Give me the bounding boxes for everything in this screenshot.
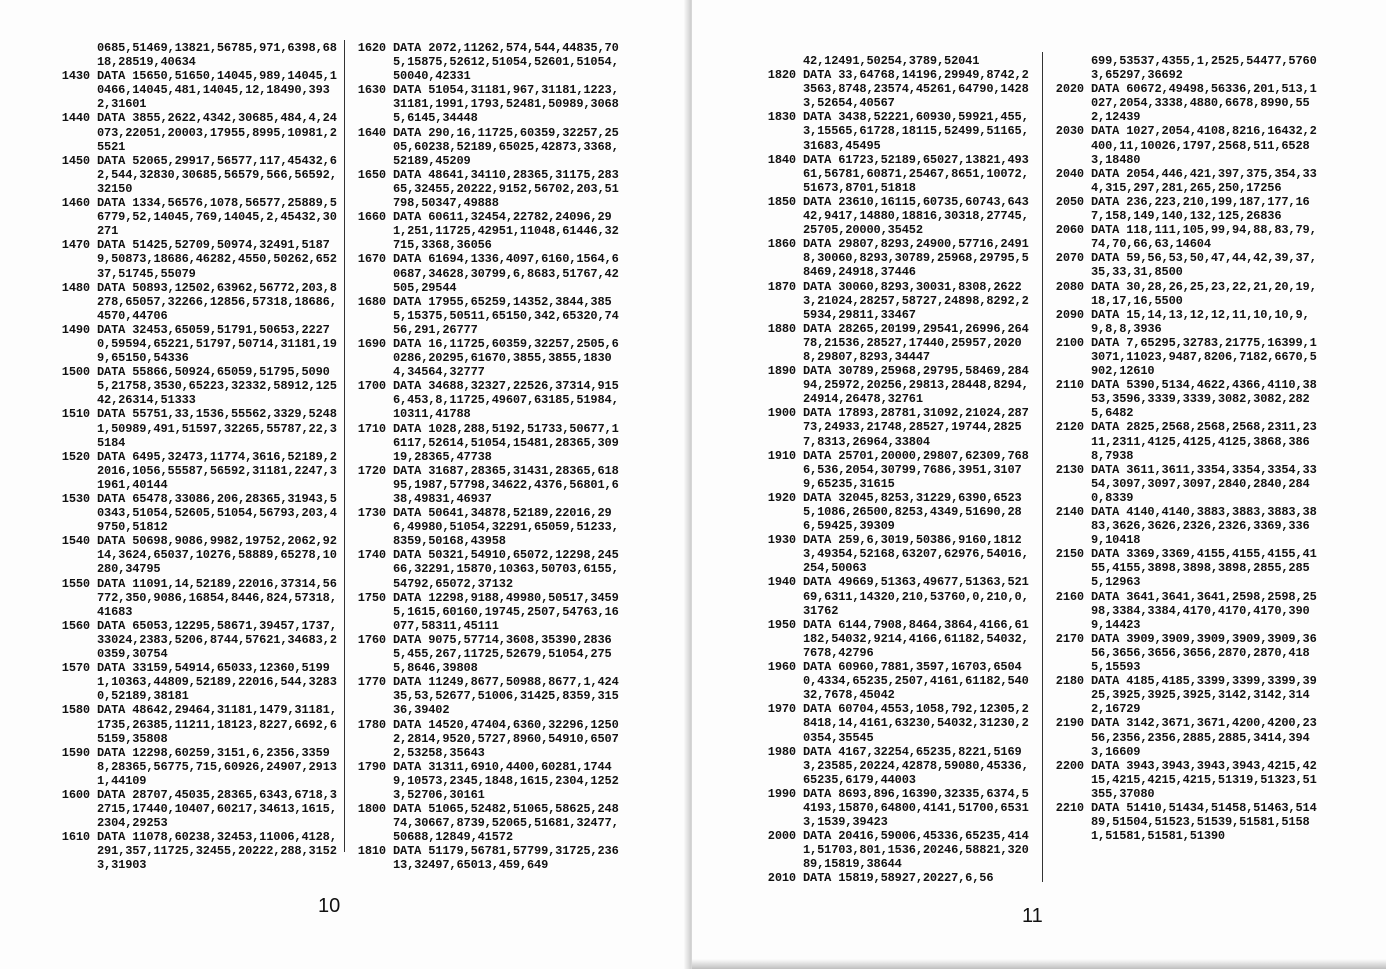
data-statement bbox=[48, 281, 338, 323]
data-values: DATA 25701,20000,29807,62309,7686,536,2054,30799,7686,3951,31079,65235,31615 bbox=[803, 448, 1029, 491]
data-values: DATA 2054,446,421,397,375,354,334,315,297,281,265,250,17256 bbox=[1091, 166, 1317, 195]
data-values: DATA 51179,56781,57799,31725,23613,32497,65013,459,649 bbox=[393, 844, 619, 873]
line-number: 1520 bbox=[61, 449, 90, 464]
data-values: DATA 51054,31181,967,31181,1223,31181,1991,1793,52481,50989,30685,6145,34448 bbox=[393, 83, 619, 126]
data-statement bbox=[754, 153, 1034, 195]
data-values: DATA 2072,11262,574,544,44835,705,15875,52612,51054,52601,51054,50040,42331 bbox=[393, 41, 619, 84]
data-values: DATA 49669,51363,49677,51363,52169,6311,14320,210,53760,0,210,0,31762 bbox=[803, 575, 1029, 618]
page-edge-shadow bbox=[692, 959, 1386, 969]
data-statement bbox=[1042, 547, 1322, 589]
line-number: 2120 bbox=[1055, 420, 1084, 435]
data-values: DATA 259,6,3019,50386,9160,18123,49354,52168,63207,62976,54016,254,50063 bbox=[803, 533, 1029, 576]
line-number: 1550 bbox=[61, 576, 90, 591]
data-statement bbox=[48, 534, 338, 576]
data-values: DATA 3438,52221,60930,59921,455,3,15565,61728,18115,52499,51165,31683,45495 bbox=[803, 110, 1029, 153]
data-values: DATA 1028,288,5192,51733,50677,16117,52614,51054,15481,28365,30919,28365,47738 bbox=[393, 421, 619, 464]
line-number: 2080 bbox=[1055, 279, 1084, 294]
data-values: DATA 1334,56576,1078,56577,25889,56779,52,14045,769,14045,2,45432,30271 bbox=[97, 196, 337, 239]
line-number: 2000 bbox=[767, 829, 796, 844]
data-values: DATA 1027,2054,4108,8216,16432,2400,11,10026,1797,2568,511,65283,18480 bbox=[1091, 124, 1317, 167]
line-number: 1460 bbox=[61, 196, 90, 211]
data-values: DATA 11078,60238,32453,11006,4128,291,357,11725,32455,20222,288,31523,31903 bbox=[97, 830, 337, 873]
data-values: DATA 3142,3671,3671,4200,4200,2356,2356,2356,2885,2885,3414,3943,16609 bbox=[1091, 716, 1317, 759]
data-statement bbox=[754, 702, 1034, 744]
listing-column-left bbox=[754, 54, 1034, 886]
data-values: DATA 60960,7881,3597,16703,65040,4334,65235,2507,4161,61182,54032,7678,45042 bbox=[803, 660, 1029, 703]
line-number: 1680 bbox=[357, 294, 386, 309]
data-statement bbox=[344, 337, 624, 379]
data-statement bbox=[754, 660, 1034, 702]
data-statement bbox=[344, 633, 624, 675]
data-values: DATA 2825,2568,2568,2568,2311,2311,2311,4125,4125,4125,3868,3868,7938 bbox=[1091, 420, 1317, 463]
line-number: 2090 bbox=[1055, 307, 1084, 322]
data-statement bbox=[344, 83, 624, 125]
data-statement bbox=[48, 69, 338, 111]
line-number: 1710 bbox=[357, 421, 386, 436]
data-statement bbox=[754, 68, 1034, 110]
data-statement bbox=[344, 210, 624, 252]
data-statement bbox=[48, 196, 338, 238]
data-statement bbox=[1042, 308, 1322, 336]
data-values: DATA 50321,54910,65072,12298,24566,32291,15870,10363,50703,6155,54792,65072,37132 bbox=[393, 548, 619, 591]
data-statement bbox=[48, 450, 338, 492]
data-statement bbox=[754, 618, 1034, 660]
data-values: DATA 65478,33086,206,28365,31943,50343,51054,52605,51054,56793,203,49750,51812 bbox=[97, 492, 337, 535]
data-values: DATA 55866,50924,65059,51795,50905,21758,3530,65223,32332,58912,12542,26314,51333 bbox=[97, 365, 337, 408]
data-values: DATA 17955,65259,14352,3844,3855,15375,50511,65150,342,65320,7456,291,26777 bbox=[393, 294, 619, 337]
line-number: 1800 bbox=[357, 802, 386, 817]
data-statement bbox=[754, 449, 1034, 491]
data-values: DATA 290,16,11725,60359,32257,2505,60238,52189,65025,42873,3368,52189,45209 bbox=[393, 125, 619, 168]
line-number: 1610 bbox=[61, 830, 90, 845]
line-number: 2070 bbox=[1055, 251, 1084, 266]
data-statement bbox=[1042, 759, 1322, 801]
line-number: 1590 bbox=[61, 745, 90, 760]
line-number: 1700 bbox=[357, 379, 386, 394]
data-statement bbox=[1042, 801, 1322, 843]
data-values: DATA 17893,28781,31092,21024,28773,24933,21748,28527,19744,28257,8313,26964,33804 bbox=[803, 406, 1029, 449]
data-statement bbox=[754, 406, 1034, 448]
data-statement bbox=[754, 871, 1034, 885]
data-values: DATA 51425,52709,50974,32491,51879,50873,18686,46282,4550,50262,65237,51745,55079 bbox=[97, 238, 337, 281]
line-number: 1450 bbox=[61, 153, 90, 168]
data-values: DATA 51410,51434,51458,51463,51489,51504,51523,51539,51581,51581,51581,51581,51390 bbox=[1091, 800, 1317, 844]
line-number: 1770 bbox=[357, 675, 386, 690]
line-number: 1720 bbox=[357, 463, 386, 478]
data-values: DATA 6495,32473,11774,3616,52189,22016,1056,55587,56592,31181,2247,31961,40144 bbox=[97, 449, 337, 492]
data-statement bbox=[1042, 463, 1322, 505]
data-statement bbox=[344, 718, 624, 760]
data-values: DATA 60704,4553,1058,792,12305,28418,14,4161,63230,54032,31230,20354,35545 bbox=[803, 702, 1029, 745]
data-statement bbox=[344, 591, 624, 633]
line-number: 2110 bbox=[1055, 378, 1084, 393]
data-statement bbox=[754, 829, 1034, 871]
line-number: 1870 bbox=[767, 279, 796, 294]
line-number: 2130 bbox=[1055, 462, 1084, 477]
data-statement bbox=[48, 154, 338, 196]
line-number: 1830 bbox=[767, 110, 796, 125]
line-number: 1430 bbox=[61, 69, 90, 84]
continuation-line: 0685,51469,13821,56785,971,6398,6818,28519,40634 bbox=[97, 41, 337, 70]
line-number: 1840 bbox=[767, 152, 796, 167]
data-statement bbox=[754, 575, 1034, 617]
data-statement bbox=[344, 168, 624, 210]
data-values: DATA 4140,4140,3883,3883,3883,3883,3626,3626,2326,2326,3369,3369,10418 bbox=[1091, 505, 1317, 548]
continuation-line: 699,53537,4355,1,2525,54477,57603,65297,36692 bbox=[1091, 54, 1317, 83]
data-values: DATA 50698,9086,9982,19752,2062,9214,3624,65037,10276,58889,65278,10280,34795 bbox=[97, 534, 337, 577]
line-number: 1850 bbox=[767, 194, 796, 209]
data-values: DATA 11091,14,52189,22016,37314,56772,350,9086,16854,8446,824,57318,41683 bbox=[97, 576, 337, 619]
data-values: DATA 52065,29917,56577,117,45432,62,544,32830,30685,56579,566,56592,32150 bbox=[97, 153, 337, 196]
data-statement bbox=[48, 365, 338, 407]
data-statement bbox=[1042, 167, 1322, 195]
data-statement bbox=[1042, 420, 1322, 462]
data-values: DATA 20416,59006,45336,65235,4141,51703,801,1536,20246,58821,32089,15819,38644 bbox=[803, 829, 1029, 872]
data-statement bbox=[1042, 716, 1322, 758]
line-number: 1660 bbox=[357, 210, 386, 225]
line-number: 2180 bbox=[1055, 674, 1084, 689]
data-statement bbox=[1042, 223, 1322, 251]
data-statement bbox=[344, 379, 624, 421]
data-statement bbox=[1042, 82, 1322, 124]
data-values: DATA 50893,12502,63962,56772,203,8278,65057,32266,12856,57318,18686,4570,44706 bbox=[97, 280, 337, 323]
data-statement bbox=[48, 492, 338, 534]
line-number: 1920 bbox=[767, 490, 796, 505]
line-number: 1500 bbox=[61, 365, 90, 380]
data-statement bbox=[1042, 632, 1322, 674]
data-statement bbox=[754, 745, 1034, 787]
data-values: DATA 236,223,210,199,187,177,167,158,149,140,132,125,26836 bbox=[1091, 194, 1310, 224]
data-values: DATA 31687,28365,31431,28365,61895,1987,57798,34622,4376,56801,638,49831,46937 bbox=[393, 463, 619, 506]
data-values: DATA 30,28,26,25,23,22,21,20,19,18,17,16,5500 bbox=[1091, 279, 1317, 308]
page-number: 11 bbox=[1022, 905, 1043, 927]
data-statement bbox=[344, 41, 624, 83]
data-values: DATA 5390,5134,4622,4366,4110,3853,3596,3339,3339,3082,3082,2825,6482 bbox=[1091, 378, 1317, 421]
line-number: 1960 bbox=[767, 660, 796, 675]
data-statement bbox=[48, 111, 338, 153]
data-statement bbox=[754, 110, 1034, 152]
line-number: 1640 bbox=[357, 125, 386, 140]
line-number: 1760 bbox=[357, 632, 386, 647]
data-statement bbox=[754, 364, 1034, 406]
line-number: 1890 bbox=[767, 364, 796, 379]
data-values: DATA 3369,3369,4155,4155,4155,4155,4155,3898,3898,3898,2855,2855,12963 bbox=[1091, 547, 1317, 590]
data-values: DATA 65053,12295,58671,39457,1737,33024,2383,5206,8744,57621,34683,20359,30754 bbox=[97, 618, 337, 662]
listing-column-right bbox=[344, 41, 624, 873]
data-values: DATA 30060,8293,30031,8308,26223,21024,28257,58727,24898,8292,25934,29811,33467 bbox=[803, 279, 1029, 322]
line-number: 2060 bbox=[1055, 223, 1084, 238]
line-number: 1560 bbox=[61, 618, 90, 633]
data-values: DATA 3909,3909,3909,3909,3909,3656,3656,3656,3656,2870,2870,4185,15593 bbox=[1091, 631, 1317, 675]
line-number: 1750 bbox=[357, 590, 386, 605]
data-statement bbox=[1042, 505, 1322, 547]
data-values: DATA 48642,29464,31181,1479,31181,1735,26385,11211,18123,8227,6692,65159,35808 bbox=[97, 703, 337, 746]
line-number: 1480 bbox=[61, 280, 90, 295]
line-number: 1910 bbox=[767, 448, 796, 463]
line-number: 1820 bbox=[767, 68, 796, 83]
data-values: DATA 7,65295,32783,21775,16399,13071,11023,9487,8206,7182,6670,5902,12610 bbox=[1091, 335, 1317, 379]
data-statement bbox=[754, 237, 1034, 279]
data-statement bbox=[754, 787, 1034, 829]
data-statement bbox=[344, 548, 624, 590]
line-number: 2100 bbox=[1055, 335, 1084, 350]
data-values: DATA 12298,60259,3151,6,2356,33598,28365,56775,715,60926,24907,29131,44109 bbox=[97, 745, 337, 788]
data-values: DATA 59,56,53,50,47,44,42,39,37,35,33,31,8500 bbox=[1091, 251, 1317, 280]
data-values: DATA 11249,8677,50988,8677,1,42435,53,52677,51006,31425,8359,31536,39402 bbox=[393, 675, 619, 718]
page-number: 10 bbox=[318, 895, 341, 917]
line-number: 2050 bbox=[1055, 194, 1084, 209]
line-number: 2200 bbox=[1055, 758, 1084, 773]
data-values: DATA 3611,3611,3354,3354,3354,3354,3097,3097,3097,2840,2840,2840,8339 bbox=[1091, 462, 1317, 505]
data-statement bbox=[754, 280, 1034, 322]
data-values: DATA 12298,9188,49980,50517,34595,1615,60160,19745,2507,54763,16077,58311,45111 bbox=[393, 590, 619, 633]
line-number: 1900 bbox=[767, 406, 796, 421]
line-number: 1630 bbox=[357, 83, 386, 98]
line-number: 1510 bbox=[61, 407, 90, 422]
data-statement bbox=[344, 675, 624, 717]
line-number: 1810 bbox=[357, 844, 386, 859]
continuation-line: 42,12491,50254,3789,52041 bbox=[803, 54, 980, 68]
data-statement bbox=[344, 422, 624, 464]
data-values: DATA 6144,7908,8464,3864,4166,61182,54032,9214,4166,61182,54032,7678,42796 bbox=[803, 617, 1029, 660]
line-number: 2140 bbox=[1055, 505, 1084, 519]
data-statement bbox=[1042, 674, 1322, 716]
data-statement bbox=[344, 506, 624, 548]
data-values: DATA 4167,32254,65235,8221,51693,23585,20224,42878,59080,45336,65235,6179,44003 bbox=[803, 744, 1029, 787]
data-values: DATA 28265,20199,29541,26996,26478,21536,28527,17440,25957,20208,29807,8293,34447 bbox=[803, 321, 1029, 364]
data-statement bbox=[344, 252, 624, 294]
line-number: 1790 bbox=[357, 759, 386, 774]
data-statement bbox=[48, 703, 338, 745]
line-number: 1470 bbox=[61, 238, 90, 253]
line-number: 2020 bbox=[1055, 82, 1084, 97]
data-statement bbox=[48, 788, 338, 830]
data-statement bbox=[1042, 378, 1322, 420]
line-number: 1580 bbox=[61, 703, 90, 718]
data-statement bbox=[48, 238, 338, 280]
listing-column-right bbox=[1042, 54, 1322, 843]
data-values: DATA 15,14,13,12,12,11,10,10,9,9,8,8,3936 bbox=[1091, 307, 1310, 336]
data-values: DATA 14520,47404,6360,32296,12502,2814,9520,5727,8960,54910,65072,53258,35643 bbox=[393, 717, 619, 760]
data-statement bbox=[48, 619, 338, 661]
data-values: DATA 15650,51650,14045,989,14045,10466,14045,481,14045,12,18490,3932,31601 bbox=[97, 69, 337, 112]
right-page bbox=[692, 0, 1386, 969]
line-number: 2160 bbox=[1055, 589, 1084, 604]
line-number: 1670 bbox=[357, 252, 386, 267]
data-statement bbox=[48, 407, 338, 449]
data-values: DATA 55751,33,1536,55562,3329,52481,50989,491,51597,32265,55787,22,35184 bbox=[97, 407, 337, 450]
data-values: DATA 16,11725,60359,32257,2505,60286,20295,61670,3855,3855,18304,34564,32777 bbox=[393, 336, 619, 380]
data-values: DATA 33,64768,14196,29949,8742,23563,8748,23574,45261,64790,14283,52654,40567 bbox=[803, 68, 1029, 111]
data-values: DATA 28707,45035,28365,6343,6718,32715,17440,10407,60217,34613,1615,2304,29253 bbox=[97, 787, 337, 831]
data-statement bbox=[48, 830, 338, 872]
data-statement bbox=[1042, 251, 1322, 279]
data-values: DATA 30789,25968,29795,58469,28494,25972,20256,29813,28448,8294,24914,26478,32761 bbox=[803, 364, 1029, 407]
data-values: DATA 60672,49498,56336,201,513,1027,2054,3338,4880,6678,8990,552,12439 bbox=[1091, 82, 1317, 125]
data-statement bbox=[48, 323, 338, 365]
data-statement bbox=[344, 126, 624, 168]
data-values: DATA 33159,54914,65033,12360,51991,10363,44809,52189,22016,544,32830,52189,38181 bbox=[97, 661, 337, 704]
data-statement bbox=[344, 844, 624, 872]
line-number: 1620 bbox=[357, 41, 386, 55]
line-number: 1440 bbox=[61, 111, 90, 126]
data-values: DATA 32453,65059,51791,50653,22270,59594,65221,51797,50714,31181,199,65150,54336 bbox=[97, 322, 337, 366]
data-values: DATA 118,111,105,99,94,88,83,79,74,70,66,63,14604 bbox=[1091, 223, 1317, 252]
line-number: 1490 bbox=[61, 322, 90, 337]
line-number: 1990 bbox=[767, 786, 796, 801]
data-values: DATA 8693,896,16390,32335,6374,54193,15870,64800,4141,51700,65313,1539,39423 bbox=[803, 786, 1029, 830]
line-number: 1950 bbox=[767, 617, 796, 632]
line-number: 1540 bbox=[61, 534, 90, 549]
data-statement bbox=[1042, 336, 1322, 378]
line-number: 2040 bbox=[1055, 166, 1084, 181]
data-values: DATA 60611,32454,22782,24096,291,251,11725,42951,11048,61446,32715,3368,36056 bbox=[393, 210, 619, 253]
data-values: DATA 34688,32327,22526,37314,9156,453,8,11725,49607,63185,51984,10311,41788 bbox=[393, 379, 619, 422]
data-statement bbox=[344, 464, 624, 506]
data-values: DATA 61694,1336,4097,6160,1564,60687,34628,30799,6,8683,51767,42505,29544 bbox=[393, 252, 619, 295]
line-number: 2030 bbox=[1055, 124, 1084, 139]
line-number: 2010 bbox=[767, 871, 796, 886]
line-number: 1650 bbox=[357, 167, 386, 182]
data-values: DATA 29807,8293,24900,57716,24918,30060,8293,30789,25968,29795,58469,24918,37446 bbox=[803, 237, 1029, 280]
data-statement bbox=[754, 195, 1034, 237]
line-number: 1930 bbox=[767, 533, 796, 548]
line-number: 1780 bbox=[357, 717, 386, 732]
data-statement bbox=[1042, 195, 1322, 223]
data-statement bbox=[1042, 124, 1322, 166]
data-statement bbox=[1042, 590, 1322, 632]
line-number: 1740 bbox=[357, 548, 386, 563]
data-values: DATA 3943,3943,3943,3943,4215,4215,4215,4215,4215,51319,51323,51355,37080 bbox=[1091, 758, 1317, 801]
line-number: 1970 bbox=[767, 702, 796, 717]
data-values: DATA 48641,34110,28365,31175,28365,32455,20222,9152,56702,203,51798,50347,49888 bbox=[393, 167, 619, 211]
data-values: DATA 3641,3641,3641,2598,2598,2598,3384,3384,4170,4170,4170,3909,14423 bbox=[1091, 589, 1317, 632]
line-number: 2150 bbox=[1055, 547, 1084, 562]
data-statement bbox=[48, 746, 338, 788]
data-values: DATA 31311,6910,4400,60281,17449,10573,2345,1848,1615,2304,12523,52706,30161 bbox=[393, 759, 619, 802]
line-number: 2190 bbox=[1055, 716, 1084, 731]
data-statement bbox=[754, 533, 1034, 575]
line-number: 1860 bbox=[767, 237, 796, 252]
line-number: 1600 bbox=[61, 787, 90, 802]
line-number: 1730 bbox=[357, 506, 386, 521]
left-page bbox=[0, 0, 688, 969]
data-statement bbox=[344, 760, 624, 802]
line-number: 2170 bbox=[1055, 631, 1084, 646]
line-number: 1880 bbox=[767, 321, 796, 336]
data-values: DATA 9075,57714,3608,35390,28365,455,267,11725,52679,51054,2755,8646,39808 bbox=[393, 632, 612, 676]
data-statement bbox=[344, 295, 624, 337]
line-number: 2210 bbox=[1055, 800, 1084, 815]
data-statement bbox=[1042, 280, 1322, 308]
line-number: 1690 bbox=[357, 336, 386, 351]
data-values: DATA 4185,4185,3399,3399,3399,3925,3925,3925,3925,3142,3142,3142,16729 bbox=[1091, 674, 1317, 717]
line-number: 1940 bbox=[767, 575, 796, 590]
data-values: DATA 23610,16115,60735,60743,64342,9417,14880,18816,30318,27745,25705,20000,35452 bbox=[803, 194, 1029, 238]
data-values: DATA 61723,52189,65027,13821,49361,56781,60871,25467,8651,10072,51673,8701,51818 bbox=[803, 152, 1029, 195]
listing-column-left bbox=[48, 41, 338, 873]
data-values: DATA 51065,52482,51065,58625,24874,30667,8739,52065,51681,32477,50688,12849,41572 bbox=[393, 802, 619, 845]
data-statement bbox=[48, 577, 338, 619]
data-statement bbox=[48, 661, 338, 703]
line-number: 1570 bbox=[61, 661, 90, 676]
line-number: 1530 bbox=[61, 492, 90, 506]
data-statement bbox=[754, 491, 1034, 533]
data-statement bbox=[754, 322, 1034, 364]
data-values: DATA 32045,8253,31229,6390,65235,1086,26500,8253,4349,51690,286,59425,39309 bbox=[803, 490, 1022, 534]
data-values: DATA 15819,58927,20227,6,56 bbox=[803, 871, 994, 886]
data-statement bbox=[344, 802, 624, 844]
line-number: 1980 bbox=[767, 744, 796, 759]
data-values: DATA 50641,34878,52189,22016,296,49980,51054,32291,65059,51233,8359,50168,43958 bbox=[393, 506, 619, 549]
data-values: DATA 3855,2622,4342,30685,484,4,24073,22051,20003,17955,8995,10981,25521 bbox=[97, 111, 337, 154]
